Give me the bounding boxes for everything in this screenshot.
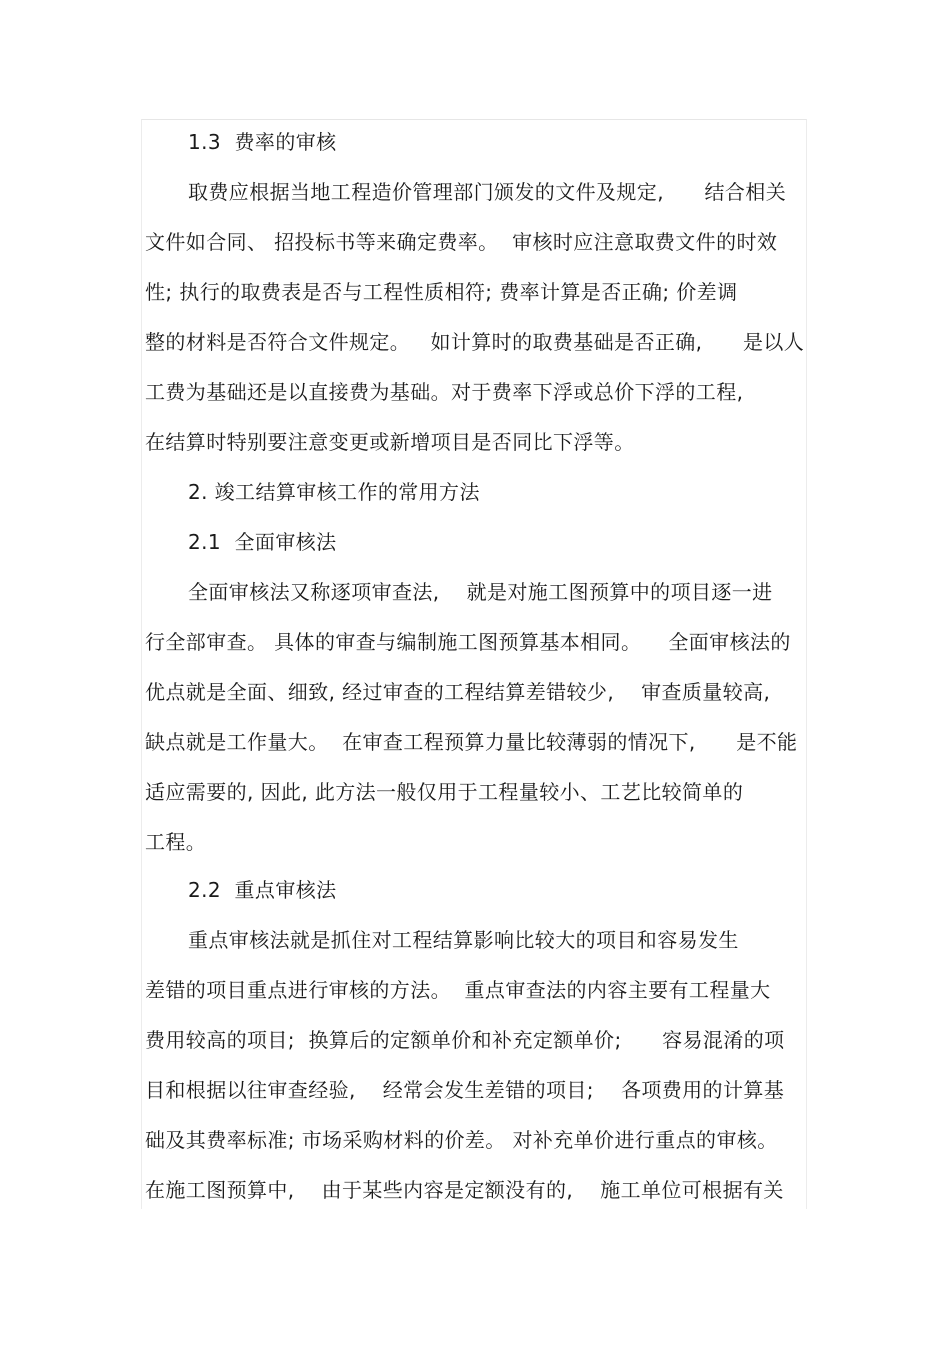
paragraph-line: 工程。 (145, 830, 207, 854)
paragraph-line: 费用较高的项目; 换算后的定额单价和补充定额单价; 容易混淆的项 (145, 1028, 785, 1052)
paragraph-line: 适应需要的, 因此, 此方法一般仅用于工程量较小、工艺比较简单的 (145, 780, 744, 804)
paragraph-line: 在结算时特别要注意变更或新增项目是否同比下浮等。 (145, 430, 635, 454)
paragraph-line: 础及其费率标准; 市场采购材料的价差。 对补充单价进行重点的审核。 (145, 1128, 778, 1152)
paragraph-line: 行全部审查。 具体的审查与编制施工图预算基本相同。 全面审核法的 (145, 630, 791, 654)
paragraph-line: 优点就是全面、细致, 经过审查的工程结算差错较少, 审查质量较高, (145, 680, 771, 704)
paragraph-line: 性; 执行的取费表是否与工程性质相符; 费率计算是否正确; 价差调 (145, 280, 738, 304)
section-heading-2-2: 2.2 重点审核法 (188, 878, 337, 902)
paragraph-line: 工费为基础还是以直接费为基础。对于费率下浮或总价下浮的工程, (145, 380, 744, 404)
paragraph-line: 差错的项目重点进行审核的方法。 重点审查法的内容主要有工程量大 (145, 978, 771, 1002)
paragraph-line: 取费应根据当地工程造价管理部门颁发的文件及规定, 结合相关 (188, 180, 787, 204)
paragraph-line: 重点审核法就是抓住对工程结算影响比较大的项目和容易发生 (188, 928, 739, 952)
paragraph-line: 缺点就是工作量大。 在审查工程预算力量比较薄弱的情况下, 是不能 (145, 730, 798, 754)
section-heading-1-3: 1.3 费率的审核 (188, 130, 337, 154)
section-heading-2: 2. 竣工结算审核工作的常用方法 (188, 480, 480, 504)
paragraph-line: 全面审核法又称逐项审查法, 就是对施工图预算中的项目逐一进 (188, 580, 773, 604)
paragraph-line: 整的材料是否符合文件规定。 如计算时的取费基础是否正确, 是以人 (145, 330, 805, 354)
section-heading-2-1: 2.1 全面审核法 (188, 530, 337, 554)
paragraph-line: 在施工图预算中, 由于某些内容是定额没有的, 施工单位可根据有关 (145, 1178, 784, 1202)
paragraph-line: 文件如合同、 招投标书等来确定费率。 审核时应注意取费文件的时效 (145, 230, 778, 254)
paragraph-line: 目和根据以往审查经验, 经常会发生差错的项目; 各项费用的计算基 (145, 1078, 785, 1102)
